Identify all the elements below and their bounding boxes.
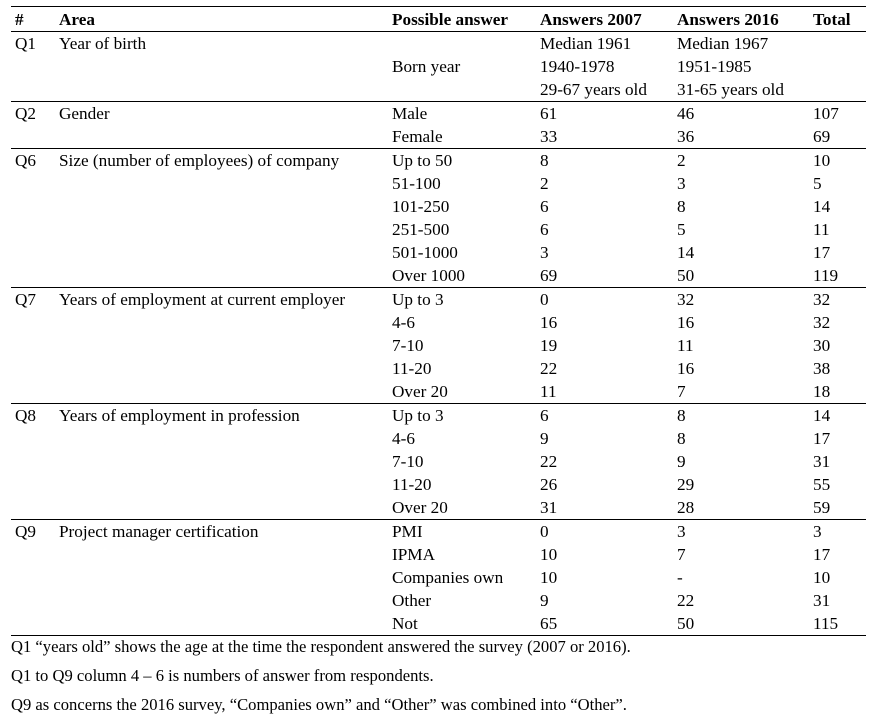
answer-cell: Up to 3 bbox=[392, 290, 444, 309]
answers-2016-cell: 8 bbox=[677, 406, 686, 425]
table-row bbox=[11, 450, 866, 473]
answer-cell: 11-20 bbox=[392, 359, 432, 378]
table-row bbox=[11, 473, 866, 496]
question-id bbox=[11, 566, 55, 589]
answers-2007-cell: 65 bbox=[536, 612, 673, 636]
answers-2007-cell: 26 bbox=[540, 475, 558, 494]
answer-cell: 4-6 bbox=[392, 313, 415, 332]
table-row bbox=[11, 55, 866, 78]
total-cell: 69 bbox=[809, 125, 866, 149]
answer-cell: Companies own bbox=[392, 568, 504, 587]
table-row bbox=[11, 102, 866, 126]
answers-2016-cell: 8 bbox=[677, 197, 686, 216]
answer-cell: Not bbox=[388, 612, 536, 636]
table-notes bbox=[11, 632, 871, 719]
question-id bbox=[11, 496, 55, 520]
question-id bbox=[11, 55, 55, 78]
question-id bbox=[11, 357, 55, 380]
survey-table bbox=[11, 6, 866, 636]
answers-2007-cell: 6 bbox=[540, 197, 549, 216]
question-id: Q6 bbox=[15, 151, 37, 170]
question-id: Q9 bbox=[15, 522, 37, 541]
total-cell: 10 bbox=[813, 568, 831, 587]
answers-2016-cell: - bbox=[677, 568, 683, 587]
answers-2007-cell: 61 bbox=[540, 104, 558, 123]
answers-2007-cell: 6 bbox=[540, 406, 549, 425]
answer-cell: 51-100 bbox=[392, 174, 441, 193]
total-cell: 32 bbox=[813, 290, 831, 309]
area-cell bbox=[55, 125, 388, 149]
table-row bbox=[11, 311, 866, 334]
question-id: Q1 bbox=[15, 34, 37, 53]
answers-2007-cell: 10 bbox=[540, 568, 558, 587]
answers-2016-cell: 32 bbox=[677, 290, 695, 309]
area-cell: Years of employment in profession bbox=[59, 406, 300, 425]
answer-cell: Female bbox=[388, 125, 536, 149]
answer-cell: 4-6 bbox=[392, 429, 415, 448]
answers-2016-cell: 46 bbox=[677, 104, 695, 123]
area-cell: Gender bbox=[59, 104, 110, 123]
answer-cell: Up to 3 bbox=[392, 406, 444, 425]
total-cell: 11 bbox=[813, 220, 830, 239]
question-id bbox=[11, 125, 55, 149]
area-cell bbox=[55, 589, 388, 612]
header-answers-2016: Answers 2016 bbox=[673, 7, 809, 32]
table-row bbox=[11, 427, 866, 450]
answers-2016-cell: 11 bbox=[677, 336, 694, 355]
answer-cell: Over 20 bbox=[388, 496, 536, 520]
answers-2016-cell: 16 bbox=[677, 359, 695, 378]
answers-2007-cell: 0 bbox=[540, 290, 549, 309]
answers-2016-cell: 29 bbox=[677, 475, 695, 494]
question-id bbox=[11, 380, 55, 404]
table-row bbox=[11, 404, 866, 428]
table-row bbox=[11, 264, 866, 288]
area-cell bbox=[55, 496, 388, 520]
total-cell: 3 bbox=[813, 522, 822, 541]
answers-2016-cell: 9 bbox=[677, 452, 686, 471]
header-answers-2007: Answers 2007 bbox=[536, 7, 673, 32]
answers-2016-cell: 5 bbox=[677, 220, 686, 239]
total-cell: 31 bbox=[813, 591, 831, 610]
answers-2016-cell: 3 bbox=[677, 174, 686, 193]
table-row bbox=[11, 589, 866, 612]
total-cell: 115 bbox=[809, 612, 866, 636]
answers-2007-cell: 22 bbox=[540, 452, 558, 471]
total-cell: 107 bbox=[813, 104, 839, 123]
answer-cell: 101-250 bbox=[392, 197, 450, 216]
answers-2007-cell: 8 bbox=[540, 151, 549, 170]
table-row bbox=[11, 172, 866, 195]
total-cell bbox=[809, 55, 866, 78]
answers-2016-cell: 8 bbox=[677, 429, 686, 448]
question-id bbox=[11, 589, 55, 612]
note-years-old: Q1 “years old” shows the age at the time the respondent answered the survey (2007 or 2016). bbox=[11, 637, 631, 656]
answer-cell: Over 1000 bbox=[388, 264, 536, 288]
answers-2007-cell: 31 bbox=[536, 496, 673, 520]
answer-cell: 501-1000 bbox=[392, 243, 458, 262]
area-cell bbox=[55, 78, 388, 102]
answer-cell bbox=[388, 78, 536, 102]
total-cell bbox=[809, 78, 866, 102]
total-cell: 38 bbox=[813, 359, 831, 378]
question-id bbox=[11, 450, 55, 473]
header-number: # bbox=[11, 7, 55, 32]
header-area: Area bbox=[55, 7, 388, 32]
answers-2016-cell: Median 1967 bbox=[677, 34, 769, 53]
table-row bbox=[11, 78, 866, 102]
table-row bbox=[11, 357, 866, 380]
total-cell: 55 bbox=[813, 475, 831, 494]
question-id: Q8 bbox=[15, 406, 37, 425]
answer-cell: IPMA bbox=[392, 545, 435, 564]
area-cell bbox=[55, 566, 388, 589]
total-cell: 30 bbox=[813, 336, 831, 355]
header-possible-answer: Possible answer bbox=[388, 7, 536, 32]
answers-2016-cell: 3 bbox=[677, 522, 686, 541]
question-id bbox=[11, 427, 55, 450]
total-cell: 119 bbox=[809, 264, 866, 288]
answer-cell: Born year bbox=[392, 57, 461, 76]
area-cell bbox=[55, 311, 388, 334]
table-row bbox=[11, 334, 866, 357]
answers-2007-cell: 29-67 years old bbox=[536, 78, 673, 102]
area-cell bbox=[55, 241, 388, 264]
table-row bbox=[11, 496, 866, 520]
table-row bbox=[11, 241, 866, 264]
answer-cell: PMI bbox=[392, 522, 423, 541]
question-id bbox=[11, 172, 55, 195]
answers-2007-cell: 0 bbox=[540, 522, 549, 541]
area-cell bbox=[55, 334, 388, 357]
answer-cell: Up to 50 bbox=[392, 151, 453, 170]
answer-cell: 251-500 bbox=[392, 220, 450, 239]
area-cell bbox=[55, 264, 388, 288]
answers-2007-cell: 6 bbox=[540, 220, 549, 239]
table-row bbox=[11, 543, 866, 566]
table-row bbox=[11, 380, 866, 404]
answer-cell bbox=[388, 32, 536, 56]
total-cell: 5 bbox=[813, 174, 822, 193]
question-id bbox=[11, 543, 55, 566]
total-cell: 32 bbox=[813, 313, 831, 332]
table-row bbox=[11, 566, 866, 589]
table-row bbox=[11, 125, 866, 149]
question-id: Q7 bbox=[15, 290, 37, 309]
total-cell: 59 bbox=[809, 496, 866, 520]
answers-2007-cell: 9 bbox=[540, 429, 549, 448]
answers-2007-cell: 11 bbox=[536, 380, 673, 404]
answer-cell: 7-10 bbox=[392, 452, 424, 471]
table-row bbox=[11, 288, 866, 312]
answers-2007-cell: 16 bbox=[540, 313, 558, 332]
area-cell bbox=[55, 450, 388, 473]
question-id: Q2 bbox=[15, 104, 37, 123]
area-cell bbox=[55, 543, 388, 566]
total-cell: 17 bbox=[813, 545, 831, 564]
question-id bbox=[11, 218, 55, 241]
area-cell bbox=[55, 473, 388, 496]
answers-2007-cell: 19 bbox=[540, 336, 558, 355]
answer-cell: 7-10 bbox=[392, 336, 424, 355]
area-cell: Years of employment at current employer bbox=[59, 290, 346, 309]
table-row bbox=[11, 218, 866, 241]
answers-2007-cell: 33 bbox=[536, 125, 673, 149]
total-cell: 14 bbox=[813, 197, 831, 216]
table-row bbox=[11, 149, 866, 173]
area-cell: Project manager certification bbox=[59, 522, 259, 541]
header-total: Total bbox=[809, 7, 866, 32]
question-id bbox=[11, 78, 55, 102]
table-row bbox=[11, 520, 866, 544]
answers-2007-cell: Median 1961 bbox=[540, 34, 632, 53]
answers-2007-cell: 1940-1978 bbox=[540, 57, 615, 76]
answers-2016-cell: 14 bbox=[677, 243, 695, 262]
answers-2016-cell: 2 bbox=[677, 151, 686, 170]
area-cell bbox=[55, 380, 388, 404]
answers-2016-cell: 50 bbox=[673, 612, 809, 636]
note-columns: Q1 to Q9 column 4 – 6 is numbers of answer from respondents. bbox=[11, 666, 434, 685]
answers-2016-cell: 31-65 years old bbox=[673, 78, 809, 102]
answer-cell: 11-20 bbox=[392, 475, 432, 494]
question-id bbox=[11, 195, 55, 218]
answers-2007-cell: 69 bbox=[536, 264, 673, 288]
table-row bbox=[11, 195, 866, 218]
table-header-row bbox=[11, 7, 866, 32]
answers-2016-cell: 50 bbox=[673, 264, 809, 288]
table-row bbox=[11, 32, 866, 56]
answers-2016-cell: 1951-1985 bbox=[677, 57, 752, 76]
note-q9-combined: Q9 as concerns the 2016 survey, “Companies own” and “Other” was combined into “Other”. bbox=[11, 695, 627, 714]
question-id bbox=[11, 264, 55, 288]
total-cell: 14 bbox=[813, 406, 831, 425]
area-cell: Year of birth bbox=[59, 34, 147, 53]
total-cell: 10 bbox=[813, 151, 831, 170]
answers-2007-cell: 22 bbox=[540, 359, 558, 378]
answers-2016-cell: 22 bbox=[677, 591, 695, 610]
answers-2007-cell: 10 bbox=[540, 545, 558, 564]
total-cell: 18 bbox=[809, 380, 866, 404]
area-cell bbox=[55, 357, 388, 380]
answer-cell: Male bbox=[392, 104, 428, 123]
answers-2007-cell: 2 bbox=[540, 174, 549, 193]
area-cell bbox=[55, 427, 388, 450]
answer-cell: Over 20 bbox=[388, 380, 536, 404]
answers-2016-cell: 28 bbox=[673, 496, 809, 520]
question-id bbox=[11, 311, 55, 334]
answers-2007-cell: 9 bbox=[540, 591, 549, 610]
total-cell bbox=[809, 32, 866, 56]
answers-2016-cell: 16 bbox=[677, 313, 695, 332]
answers-2016-cell: 36 bbox=[673, 125, 809, 149]
answers-2016-cell: 7 bbox=[677, 545, 686, 564]
answer-cell: Other bbox=[392, 591, 432, 610]
area-cell bbox=[55, 55, 388, 78]
answers-2007-cell: 3 bbox=[540, 243, 549, 262]
question-id bbox=[11, 241, 55, 264]
table-body bbox=[11, 32, 866, 636]
answers-2016-cell: 7 bbox=[673, 380, 809, 404]
area-cell bbox=[55, 172, 388, 195]
area-cell bbox=[55, 195, 388, 218]
total-cell: 31 bbox=[813, 452, 831, 471]
question-id bbox=[11, 473, 55, 496]
area-cell: Size (number of employees) of company bbox=[59, 151, 340, 170]
area-cell bbox=[55, 218, 388, 241]
total-cell: 17 bbox=[813, 429, 831, 448]
question-id bbox=[11, 334, 55, 357]
total-cell: 17 bbox=[813, 243, 831, 262]
